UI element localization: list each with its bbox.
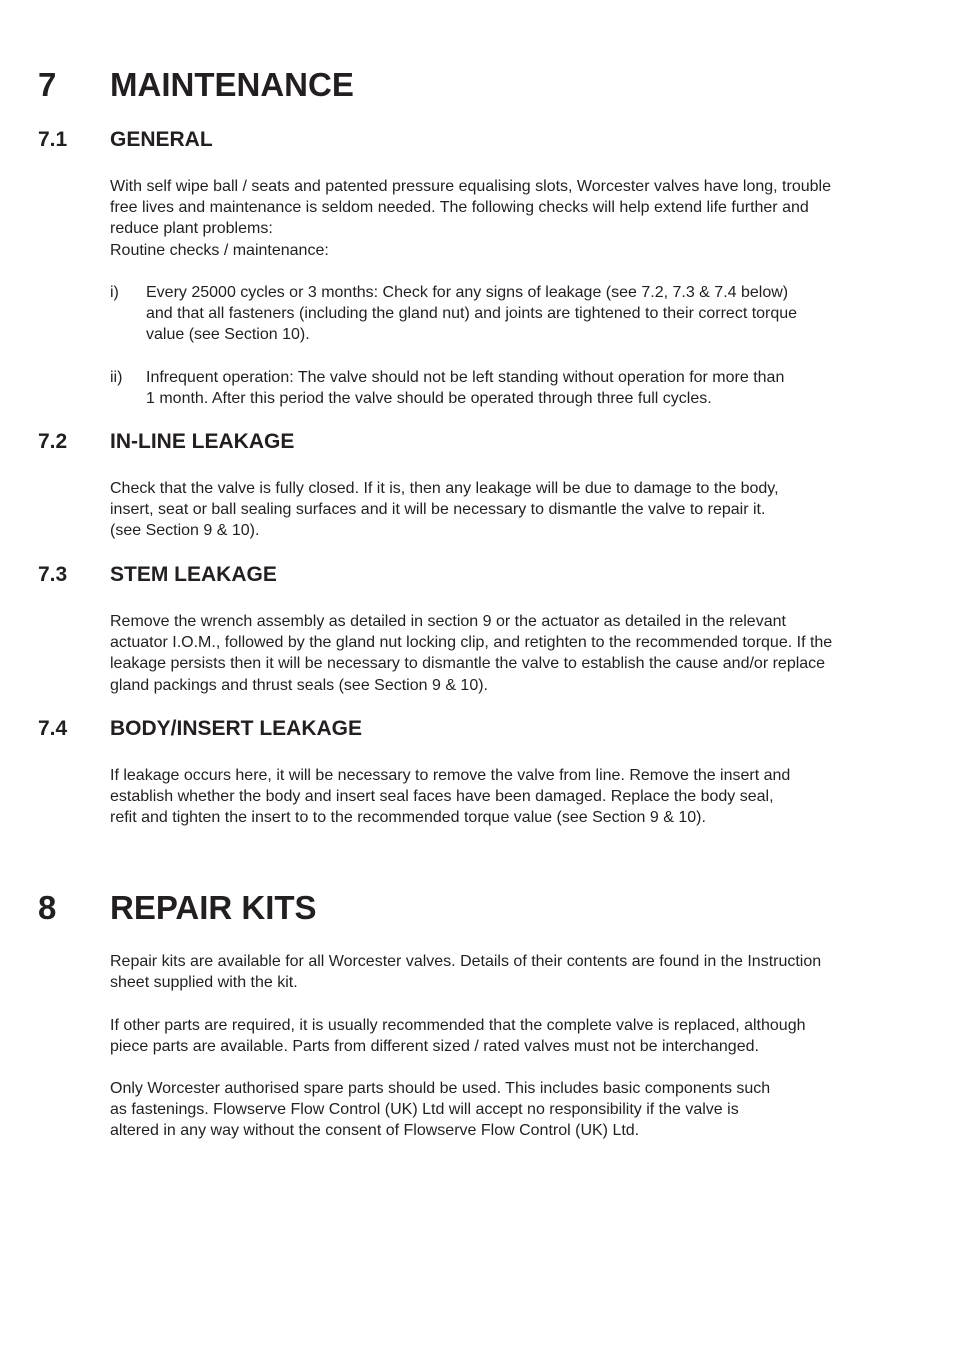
section-7-2-title: IN-LINE LEAKAGE (110, 430, 295, 453)
section-7-title: MAINTENANCE (110, 66, 354, 103)
text-line: free lives and maintenance is seldom needed. The following checks will help extend life further and (110, 199, 809, 217)
in-line-leakage-paragraph (110, 478, 779, 542)
text-line: Infrequent operation: The valve should not be left standing without operation for more than (146, 369, 785, 386)
list-marker: i) (110, 284, 119, 301)
text-line: establish whether the body and insert seal faces have been damaged. Replace the body seal, (110, 788, 774, 806)
repair-kits-paragraph-1 (110, 951, 821, 993)
section-7-1-title: GENERAL (110, 128, 213, 151)
section-7-1-number: 7.1 (38, 128, 68, 151)
text-line: Repair kits are available for all Worcester valves. Details of their contents are found in the Instruction (110, 953, 822, 970)
list-item-text (146, 367, 784, 409)
text-line: Routine checks / maintenance: (110, 241, 329, 259)
text-line: Only Worcester authorised spare parts should be used. This includes basic components such (110, 1080, 771, 1097)
section-7-2-number: 7.2 (38, 430, 68, 453)
list-marker: ii) (110, 369, 123, 386)
text-line: (see Section 9 & 10). (110, 522, 260, 540)
section-7-4-number: 7.4 (38, 717, 68, 740)
text-line: altered in any way without the consent of Flowserve Flow Control (UK) Ltd. (110, 1122, 640, 1140)
text-line: Every 25000 cycles or 3 months: Check for any signs of leakage (see 7.2, 7.3 & 7.4 below) (146, 284, 789, 301)
general-paragraph (110, 176, 831, 261)
repair-kits-paragraph-2 (110, 1015, 805, 1057)
text-line: gland packings and thrust seals (see Section 9 & 10). (110, 676, 488, 694)
text-line: piece parts are available. Parts from different sized / rated valves must not be interchanged. (110, 1038, 759, 1056)
section-7-3-title: STEM LEAKAGE (110, 563, 277, 586)
text-line: 1 month. After this period the valve should be operated through three full cycles. (146, 390, 712, 408)
text-line: as fastenings. Flowserve Flow Control (UK) Ltd will accept no responsibility if the valve is (110, 1101, 739, 1119)
text-line: value (see Section 10). (146, 326, 310, 344)
text-line: If leakage occurs here, it will be necessary to remove the valve from line. Remove the insert and (110, 767, 791, 784)
section-7-number: 7 (38, 66, 57, 103)
text-line: reduce plant problems: (110, 220, 273, 238)
text-line: sheet supplied with the kit. (110, 974, 298, 992)
section-7-3-number: 7.3 (38, 563, 68, 586)
section-7-4-title: BODY/INSERT LEAKAGE (110, 717, 363, 740)
text-line: insert, seat or ball sealing surfaces and it will be necessary to dismantle the valve to repair it. (110, 501, 766, 519)
stem-leakage-paragraph (110, 611, 832, 696)
text-line: and that all fasteners (including the gland nut) and joints are tightened to their correct torque (146, 305, 798, 323)
body-insert-leakage-paragraph (110, 765, 790, 829)
text-line: actuator I.O.M., followed by the gland nut locking clip, and retighten to the recommended torque. If the (110, 634, 833, 652)
list-item-text (146, 282, 797, 346)
text-line: With self wipe ball / seats and patented pressure equalising slots, Worcester valves have long, trouble (110, 178, 831, 195)
section-8-number: 8 (38, 889, 57, 926)
text-line: leakage persists then it will be necessary to dismantle the valve to establish the cause and/or replace (110, 655, 826, 673)
text-line: Remove the wrench assembly as detailed in section 9 or the actuator as detailed in the relevant (110, 613, 786, 630)
text-line: If other parts are required, it is usually recommended that the complete valve is replaced, although (110, 1017, 806, 1034)
repair-kits-paragraph-3 (110, 1078, 770, 1142)
text-line: refit and tighten the insert to to the recommended torque value (see Section 9 & 10). (110, 809, 706, 827)
text-line: Check that the valve is fully closed. If it is, then any leakage will be due to damage to the body, (110, 480, 779, 497)
section-8-title: REPAIR KITS (110, 889, 317, 926)
